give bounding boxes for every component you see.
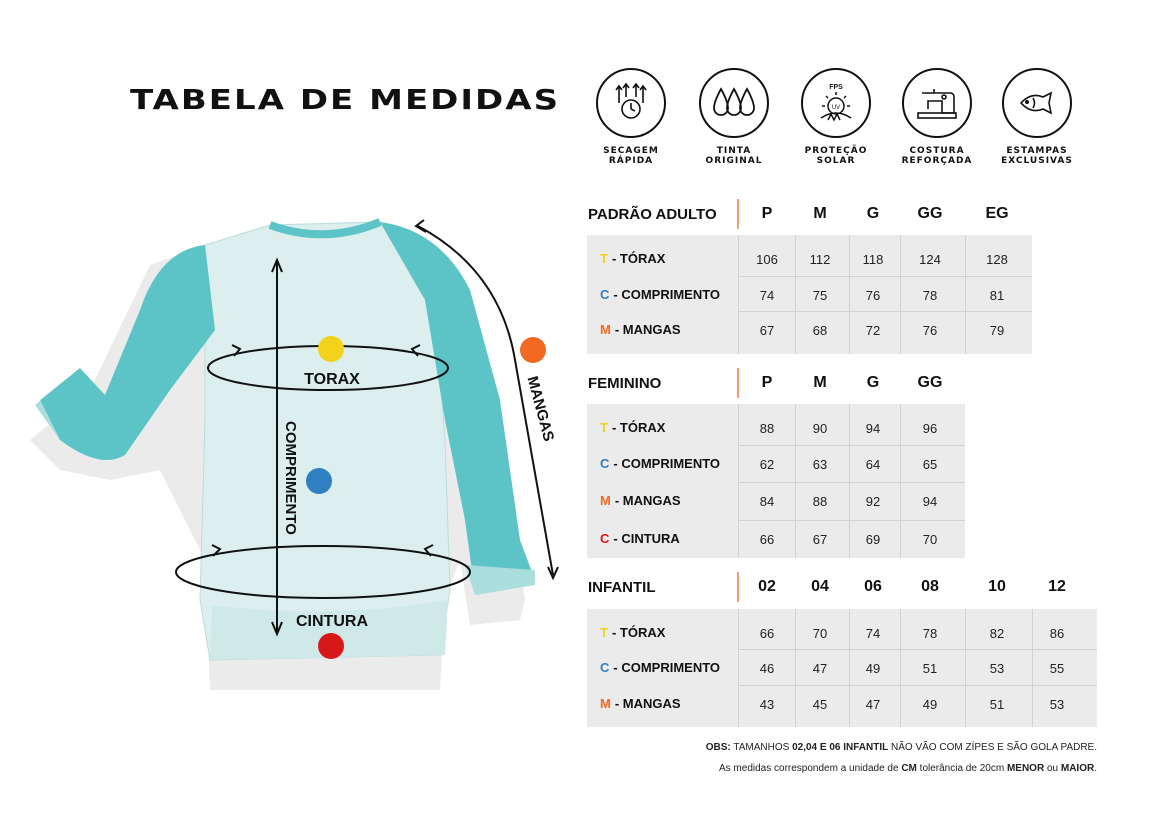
row-divider [738, 276, 1032, 277]
obs-bold: 02,04 E 06 INFANTIL [792, 742, 889, 753]
table-cell: 86 [1049, 626, 1065, 641]
column-divider [738, 609, 739, 727]
page-title: TABELA DE MEDIDAS [130, 84, 561, 116]
header-separator [737, 199, 739, 229]
header-separator [737, 368, 739, 398]
table-cell: 84 [759, 494, 775, 509]
feature-label: ESTAMPAS EXCLUSIVAS [1001, 146, 1073, 166]
table-cell: 81 [989, 288, 1005, 303]
table-cell: 55 [1049, 661, 1065, 676]
feature-label: PROTEÇÃO SOLAR [804, 146, 868, 166]
size-header: M [813, 205, 827, 222]
table-cell: 69 [865, 532, 881, 547]
size-header: EG [985, 205, 1009, 222]
row-letter: C [600, 287, 610, 302]
torax-label: TORAX [304, 371, 360, 388]
table-cell: 124 [919, 252, 941, 267]
row-label [600, 531, 680, 546]
feature-exclusive-prints [992, 68, 1082, 166]
row-name: - MANGAS [614, 493, 681, 508]
row-letter: M [600, 493, 611, 508]
table-cell: 53 [989, 661, 1005, 676]
row-label [600, 420, 665, 435]
table-cell: 92 [865, 494, 881, 509]
column-divider [965, 609, 966, 727]
table-cell: 76 [865, 288, 881, 303]
size-header: 12 [1048, 578, 1066, 595]
fish-icon [1002, 68, 1072, 138]
svg-text:FPS: FPS [829, 84, 843, 91]
row-letter: T [600, 420, 608, 435]
comprimento-label: COMPRIMENTO [282, 421, 299, 535]
row-name: - MANGAS [614, 322, 681, 337]
svg-text:UV: UV [831, 105, 841, 111]
table-cell: 70 [922, 532, 938, 547]
row-divider [738, 445, 965, 446]
table-title-adulto: PADRÃO ADULTO [588, 206, 717, 223]
table-cell: 62 [759, 457, 775, 472]
cintura-label: CINTURA [296, 613, 368, 630]
feature-label: TINTA ORIGINAL [705, 146, 763, 166]
column-divider [738, 404, 739, 558]
row-letter: T [600, 625, 608, 640]
table-cell: 96 [922, 421, 938, 436]
table-cell: 46 [759, 661, 775, 676]
row-name: - TÓRAX [611, 625, 666, 640]
row-name: - MANGAS [614, 696, 681, 711]
row-divider [738, 311, 1032, 312]
column-divider [900, 609, 901, 727]
table-cell: 45 [812, 697, 828, 712]
cintura-dot [318, 633, 344, 659]
original-ink-icon [699, 68, 769, 138]
row-name: - COMPRIMENTO [613, 660, 721, 675]
table-cell: 51 [989, 697, 1005, 712]
table-cell: 67 [759, 323, 775, 338]
row-label [600, 493, 681, 508]
table-cell: 78 [922, 288, 938, 303]
table-cell: 112 [809, 252, 831, 267]
units-text: ou [1044, 763, 1061, 774]
units-note [719, 763, 1097, 774]
table-cell: 49 [922, 697, 938, 712]
size-header: 08 [921, 578, 939, 595]
table-cell: 78 [922, 626, 938, 641]
table-cell: 118 [862, 252, 884, 267]
table-cell: 53 [1049, 697, 1065, 712]
table-cell: 43 [759, 697, 775, 712]
row-name: - CINTURA [613, 531, 680, 546]
table-cell: 47 [865, 697, 881, 712]
table-cell: 106 [756, 252, 778, 267]
row-letter: T [600, 251, 608, 266]
quick-dry-icon [596, 68, 666, 138]
row-label [600, 251, 665, 266]
row-name: - COMPRIMENTO [613, 456, 721, 471]
row-letter: C [600, 660, 610, 675]
feature-label: SECAGEM RÁPIDA [603, 146, 659, 166]
table-cell: 94 [922, 494, 938, 509]
row-divider [738, 482, 965, 483]
table-cell: 76 [922, 323, 938, 338]
size-header: GG [917, 374, 943, 391]
table-cell: 49 [865, 661, 881, 676]
table-cell: 90 [812, 421, 828, 436]
table-cell: 74 [759, 288, 775, 303]
table-title-feminino: FEMININO [588, 375, 662, 392]
table-title-infantil: INFANTIL [588, 579, 656, 596]
table-cell: 66 [759, 626, 775, 641]
row-name: - COMPRIMENTO [613, 287, 721, 302]
row-letter: C [600, 456, 610, 471]
comprimento-dot [306, 468, 332, 494]
row-label [600, 625, 665, 640]
row-letter: M [600, 322, 611, 337]
mangas-dot [520, 337, 546, 363]
row-letter: M [600, 696, 611, 711]
table-cell: 94 [865, 421, 881, 436]
size-header: 02 [758, 578, 776, 595]
table-cell: 51 [922, 661, 938, 676]
right-cuff [465, 565, 535, 595]
table-cell: 63 [812, 457, 828, 472]
feature-label: COSTURA REFORÇADA [901, 146, 973, 166]
table-cell: 65 [922, 457, 938, 472]
obs-label: OBS: [705, 742, 731, 753]
row-label [600, 322, 681, 337]
row-divider [738, 685, 1097, 686]
units-text: . [1094, 763, 1097, 774]
units-text: tolerância de 20cm [916, 763, 1007, 774]
units-bold: CM [901, 763, 917, 774]
units-bold: MENOR [1006, 763, 1045, 774]
row-name: - TÓRAX [611, 251, 666, 266]
row-divider [738, 520, 965, 521]
feature-original-ink [689, 68, 779, 166]
column-divider [900, 404, 901, 558]
sewing-machine-icon [902, 68, 972, 138]
size-header: P [761, 374, 773, 391]
table-cell: 47 [812, 661, 828, 676]
size-header: G [866, 205, 880, 222]
table-cell: 68 [812, 323, 828, 338]
table-cell: 66 [759, 532, 775, 547]
table-cell: 70 [812, 626, 828, 641]
obs-text: TAMANHOS [730, 742, 793, 753]
table-cell: 79 [989, 323, 1005, 338]
size-header: 04 [811, 578, 829, 595]
column-divider [965, 235, 966, 354]
row-label [600, 660, 720, 675]
arrowhead [416, 220, 426, 232]
units-bold: MAIOR [1060, 763, 1095, 774]
table-cell: 67 [812, 532, 828, 547]
table-cell: 64 [865, 457, 881, 472]
row-letter: C [600, 531, 610, 546]
size-header: 06 [864, 578, 882, 595]
size-header: M [813, 374, 827, 391]
feature-icons [586, 68, 1086, 178]
feature-reinforced-stitching [892, 68, 982, 166]
table-cell: 88 [759, 421, 775, 436]
row-divider [738, 649, 1097, 650]
size-header: GG [917, 205, 943, 222]
header-separator [737, 572, 739, 602]
units-text: As medidas correspondem a unidade de [718, 763, 902, 774]
mangas-label: MANGAS [523, 374, 558, 444]
column-divider [900, 235, 901, 354]
table-cell: 74 [865, 626, 881, 641]
feature-quick-dry [586, 68, 676, 166]
shirt-body [200, 222, 450, 660]
torax-dot [318, 336, 344, 362]
size-header: G [866, 374, 880, 391]
obs-note [706, 742, 1097, 753]
row-name: - TÓRAX [611, 420, 666, 435]
row-label [600, 696, 681, 711]
row-label [600, 287, 720, 302]
table-cell: 82 [989, 626, 1005, 641]
feature-uv-protection [791, 68, 881, 166]
obs-text: NÃO VÃO COM ZÍPES E SÃO GOLA PADRE. [888, 742, 1097, 753]
table-cell: 88 [812, 494, 828, 509]
size-header: 10 [988, 578, 1006, 595]
row-label [600, 456, 720, 471]
size-header: P [761, 205, 773, 222]
uv-sun-icon [801, 68, 871, 138]
column-divider [738, 235, 739, 354]
table-cell: 128 [986, 252, 1008, 267]
table-cell: 72 [865, 323, 881, 338]
table-cell: 75 [812, 288, 828, 303]
shirt-illustration [0, 190, 580, 710]
